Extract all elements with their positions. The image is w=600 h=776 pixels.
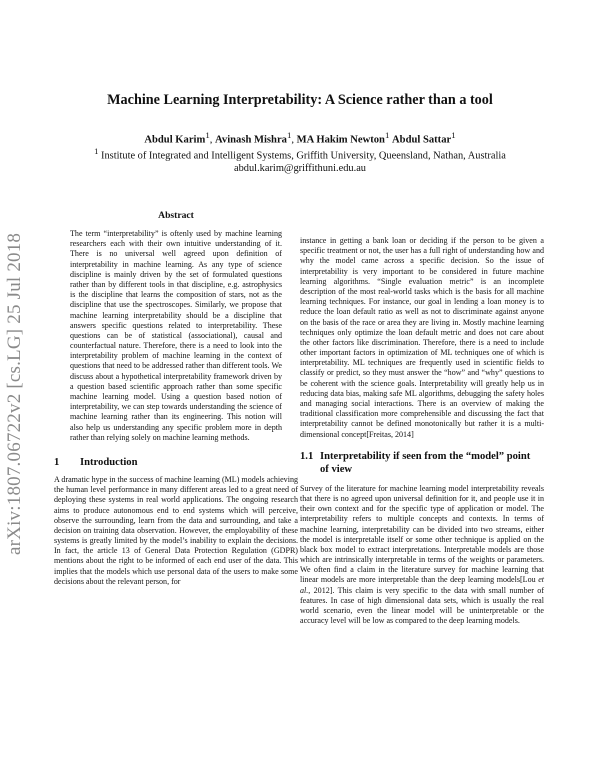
arxiv-identifier-stamp: arXiv:1807.06722v2 [cs.LG] 25 Jul 2018 — [4, 232, 25, 556]
author-name: Avinash Mishra — [215, 134, 287, 146]
author-separator: , — [209, 134, 216, 146]
abstract-heading: Abstract — [158, 210, 194, 221]
author-affiliation-mark: 1 — [384, 130, 390, 140]
author-name: Abdul Sattar — [392, 134, 452, 146]
author-name: Abdul Karim — [144, 134, 206, 146]
right-column — [300, 236, 544, 626]
continued-paragraph: instance in getting a bank loan or deciding if the person to be given a specific treatment or not, the user has a full right of understanding how and why the model came across a specific decision. So the issue of interpretability is very important to be considered in future machine learning algorithms. “Single evaluation metric” is an incomplete description of the most real-world tasks which is the basis for all machine learning techniques. For instance, our goal in lending a loan money is to reduce the loan default ratio as well as not to discriminate against anyone on the basis of the race or area they are living in. Mostly machine learning techniques only optimize the loan default metric and does not care about the other factors like discrimination. Therefore, there is a need to include other important factors in optimization of ML techniques one of which is interpretability. ML techniques are frequently used in scientific fields to classify or predict, so they must answer the “how” and “why” questions to be coherent with the science goals. Interpretability will greatly help us in reducing data bias, making safe ML algorithms, debugging the safety holes and managing social interactions. There is an overview of making the traditional classification more comprehensible and discussing the fact that interpretability cannot be defined monotonically but rather it is a multi-dimensional concept[Freitas, 2014] — [300, 236, 544, 439]
section-heading — [54, 457, 298, 469]
author-affiliation-mark: 1 — [286, 130, 292, 140]
author-affiliation-mark: 1 — [205, 130, 210, 140]
affiliation-mark: 1 — [94, 146, 99, 156]
affiliation-block — [40, 145, 560, 175]
affiliation-text: Institute of Integrated and Intelligent Systems, Griffith University, Queensland, Nathan, Australia — [101, 150, 506, 162]
subsection-number: 1.1 — [300, 450, 314, 462]
subsection-body — [300, 484, 544, 627]
author-separator: , — [291, 134, 297, 146]
paper-title: Machine Learning Interpretability: A Science rather than a tool — [107, 92, 493, 108]
left-column — [54, 210, 298, 587]
section-title: Introduction — [80, 456, 138, 468]
citation-etal: et al. — [300, 575, 544, 595]
citation-author: Lou — [522, 575, 536, 585]
abstract-body: The term “interpretability” is oftenly used by machine learning researchers each with their own intuitive understanding of it. There is no universal well agreed upon definition of interpretability in machine learning. As any type of science discipline is mainly driven by the set of formulated questions rather than by different tools in that discipline, e.g. astrophysics is the discipline that learns the composition of stars, not as the discipline that use the spectroscopes. Similarly, we propose that machine learning interpretability should be a discipline that answers specific questions related to interpretability. These questions can be of statistical (associational), causal and counterfactual nature. Therefore, there is a need to look into the interpretability problem of machine learning in the context of questions that need to be addressed rather than different tools. We discuss about a hypothetical interpretability framework driven by a question based scientific approach rather than some specific machine learning model. Using a question based notion of interpretability, we can step towards understanding the science of machine learning rather than its engineering. This notion will also help us understanding any specific problem more in depth rather than relying solely on machine learning methods. — [70, 229, 282, 442]
subsection-text-continued: , 2012]. This claim is very specific to the data with small number of features. In case of high dimensional data sets, which is usually the real world scenario, even the linear model will be uninterpretable or the accuracy level will be low as compared to the deep learning models. — [300, 585, 544, 626]
author-list — [60, 130, 540, 146]
section-number: 1 — [54, 456, 60, 468]
affiliation-line — [40, 145, 560, 162]
subsection-heading — [300, 450, 544, 476]
author-affiliation-mark: 1 — [451, 130, 456, 140]
section-body: A dramatic hype in the success of machine learning (ML) models achieving the human level performance in many different areas led to a great need of deploying these systems in real world applications. The ongoing research aims to produce autonomous end to end systems which will perceive, observe the surrounding, learn from the data and surrounding, and take a decision on training data observation. However, the employability of these systems is greatly limited by the model’s inability to explain the decisions. In fact, the article 13 of General Data Protection Regulation (GDPR) mentions about the right to be informed of each end user of the data. This implies that the models which use personal data of the users to make some decisions about the relevant person, for — [54, 474, 298, 586]
author-name: MA Hakim Newton — [296, 134, 385, 146]
subsection-text: Survey of the literature for machine learning model interpretability reveals that there is no agreed upon universal definition for it, and people use it in their own context and for the specific type of application or model. The interpretability refers to multiple concepts and contexts. In terms of machine learning, interpretability can be divided into two streams, either the model is interpretable itself or some other technique is applied on the black box model to extract interpretations. Interpretable models are those which are intrinsically interpretable in terms of the weights or parameters. We often find a claim in the literature survey for machine learning that linear models are more interpretable than the deep learning models[ — [300, 483, 544, 585]
subsection-title: Interpretability if seen from the “model” point of view — [320, 450, 531, 475]
author-email: abdul.karim@griffithuni.edu.au — [233, 163, 366, 175]
